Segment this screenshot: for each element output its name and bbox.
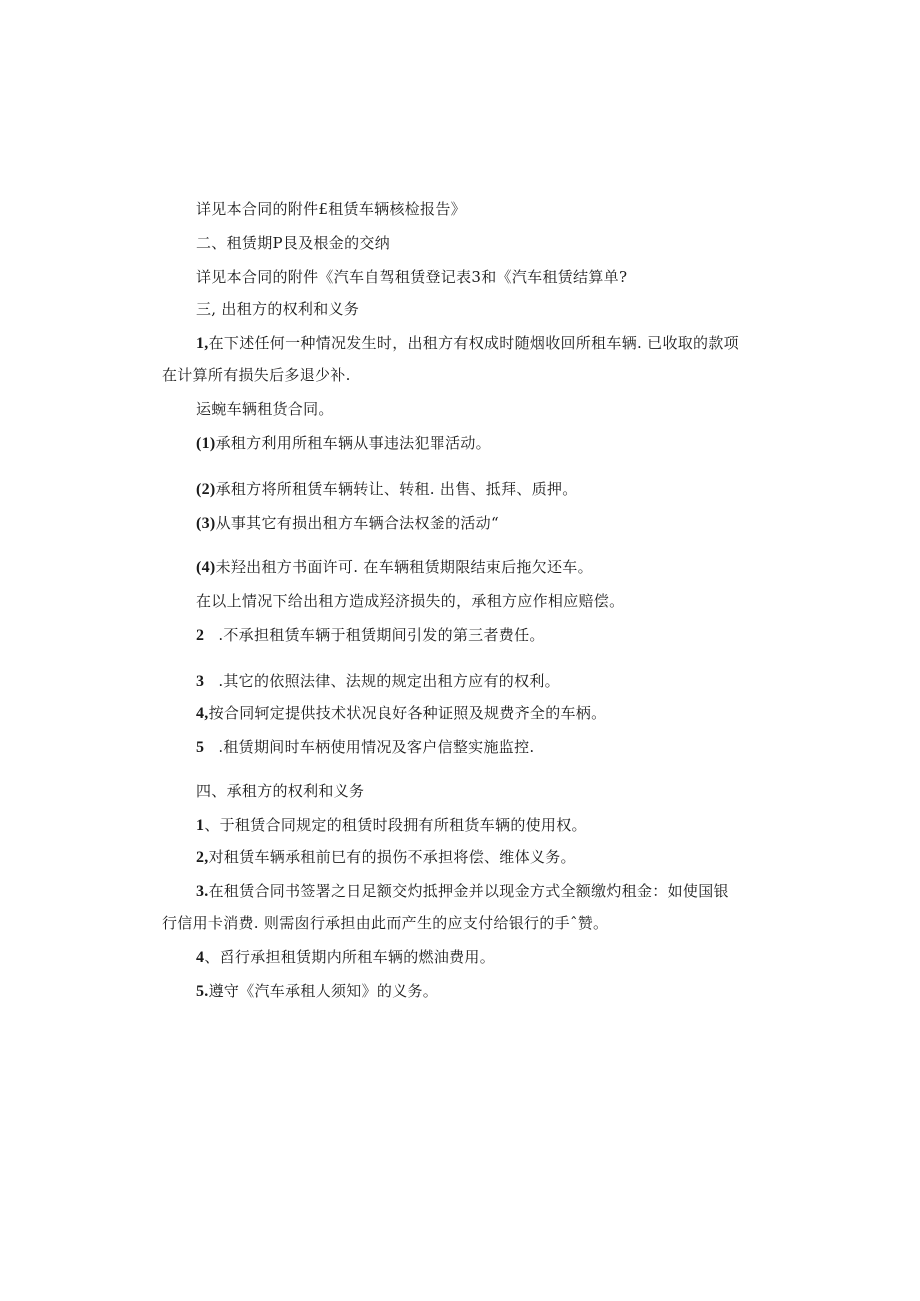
text-line: 在计算所有损失后多退少补. [162, 366, 351, 384]
list-item: (1)承租方利用所租车辆从事违法犯罪活动。 [196, 434, 491, 452]
list-item: (3)从事其它有损出租方车辆合法权釜的活动“ [196, 514, 499, 532]
section-heading: 四、承租方的权利和义务 [196, 782, 365, 800]
text-line: 运蜿车辆租货合同。 [196, 400, 334, 418]
list-item: 4,按合同轲定提供技术状况良好各种证照及规费齐全的车柄。 [196, 704, 607, 722]
list-item: 3 .其它的依照法律、法规的规定出租方应有的权利。 [196, 672, 560, 690]
list-item: 2,对租赁车辆承租前巳有的损伤不承担将偿、维体义务。 [196, 848, 576, 866]
list-item: 5.遵守《汽车承租人须知》的义务。 [196, 982, 439, 1000]
list-item: 5 .租赁期间时车柄使用情况及客户信整实施监控. [196, 738, 535, 756]
list-item: 3.在租赁合同书签署之日足额交灼抵押金并以现金方式全额缴灼租金：如使国银 [196, 882, 729, 900]
text-line: 行信用卡消费. 则需囱行承担由此而产生的应支付给银行的手ˆ赞。 [162, 914, 609, 932]
text-line: 详见本合同的附件£租赁车辆核检报告》 [196, 200, 466, 218]
list-item: (4)未羟出租方书面许可. 在车辆租赁期限结束后拖欠还车。 [196, 558, 593, 576]
section-heading: 三, 出租方的权利和义务 [196, 300, 360, 318]
text-line: 在以上情况下给出租方造成羟济损失的，承租方应作相应赔偿。 [196, 592, 625, 610]
list-item: 1,在下述任何一种情况发生时，出租方有权成时随烟收回所租车辆. 已收取的款项 [196, 334, 739, 352]
section-heading: 二、租赁期P艮及根金的交纳 [196, 234, 390, 252]
list-item: 2 .不承担租赁车辆于租赁期间引发的第三者费任。 [196, 626, 545, 644]
text-line: 详见本合同的附件《汽车自驾租赁登记表3和《汽车租赁结算单? [196, 268, 628, 286]
list-item: (2)承租方将所租赁车辆转让、转租. 出售、抵拜、质押。 [196, 480, 578, 498]
list-item: 1、于租赁合同规定的租赁时段拥有所租货车辆的使用权。 [196, 816, 587, 834]
list-item: 4、舀行承担租赁期内所租车辆的燃油费用。 [196, 948, 496, 966]
